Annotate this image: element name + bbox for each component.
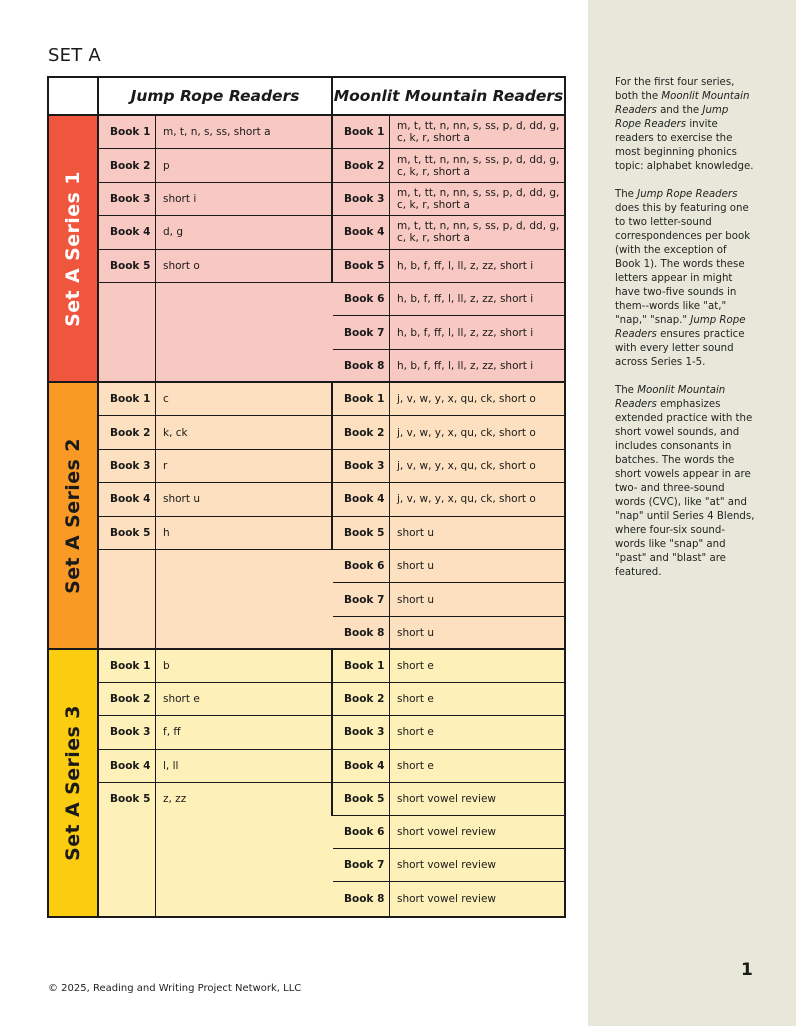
letter-sounds-cell: c [163, 393, 169, 406]
body-text: The [615, 385, 638, 396]
jump-rope-column [99, 383, 333, 550]
table-row [99, 250, 331, 283]
italic-title-text: Jump Rope Readers [615, 105, 729, 130]
book-number-cell: Book 4 [333, 483, 390, 515]
book-number-cell: Book 1 [333, 116, 390, 148]
jump-rope-column [99, 116, 333, 283]
table-row [99, 650, 331, 683]
book-number-cell: Book 4 [99, 483, 156, 515]
table-row [333, 149, 564, 182]
book-number-cell: Book 1 [99, 650, 156, 682]
table-row [333, 783, 564, 816]
table-row [333, 882, 564, 915]
book-number-cell: Book 5 [99, 517, 156, 549]
table-row [333, 483, 564, 516]
table-row [99, 750, 331, 783]
table-row [99, 783, 331, 816]
letter-sounds-cell: h, b, f, ff, l, ll, z, zz, short i [397, 293, 534, 306]
table-row [333, 116, 564, 149]
table-row [333, 550, 564, 583]
book-number-cell: Book 2 [333, 416, 390, 448]
letter-sounds-cell: short e [397, 693, 434, 706]
letter-sounds-cell: short u [397, 526, 434, 539]
sidebar-paragraph-3 [615, 384, 755, 580]
letter-sounds-cell: l, ll [163, 759, 179, 772]
header-jump-rope-readers: Jump Rope Readers [99, 78, 333, 114]
letter-sounds-cell: short vowel review [397, 826, 496, 839]
table-row [99, 383, 331, 416]
series-block [49, 383, 564, 650]
book-number-cell: Book 4 [333, 216, 390, 248]
letter-sounds-cell: short vowel review [397, 859, 496, 872]
book-number-cell: Book 4 [99, 216, 156, 248]
letter-sounds-cell: b [163, 660, 170, 673]
table-row [333, 283, 564, 316]
book-number-cell: Book 3 [99, 716, 156, 748]
book-number-cell: Book 5 [333, 517, 390, 549]
table-row [99, 116, 331, 149]
letter-sounds-cell: short i [163, 192, 197, 205]
book-number-cell: Book 1 [333, 383, 390, 415]
letter-sounds-cell: p [163, 159, 170, 172]
table-row [99, 183, 331, 216]
table-row [333, 750, 564, 783]
table-row [333, 650, 564, 683]
empty-filler-cell [99, 816, 333, 916]
book-number-cell: Book 1 [99, 383, 156, 415]
table-row [99, 517, 331, 550]
table-row [333, 316, 564, 349]
letter-sounds-cell: short e [397, 726, 434, 739]
series-label-text: Set A Series 2 [62, 437, 85, 594]
italic-title-text: Jump Rope Readers [637, 189, 738, 200]
book-number-cell: Book 8 [333, 617, 390, 649]
table-row [333, 216, 564, 249]
series-block [49, 650, 564, 916]
series-label-text: Set A Series 1 [62, 170, 85, 327]
letter-sounds-cell: short vowel review [397, 792, 496, 805]
series-label [49, 383, 99, 648]
table-row [333, 517, 564, 550]
sidebar-paragraph-2 [615, 188, 755, 370]
letter-sounds-cell: short e [397, 660, 434, 673]
letter-sounds-cell: m, t, tt, n, nn, s, ss, p, d, dd, g, c, k, r, short a [397, 153, 560, 178]
letter-sounds-cell: j, v, w, y, x, qu, ck, short o [397, 493, 536, 506]
book-number-cell: Book 3 [333, 183, 390, 215]
letter-sounds-cell: short u [163, 493, 200, 506]
table-row [99, 216, 331, 249]
book-number-cell: Book 2 [333, 683, 390, 715]
table-row [333, 583, 564, 616]
book-number-cell: Book 5 [333, 783, 390, 815]
book-number-cell: Book 4 [99, 750, 156, 782]
table-row [333, 183, 564, 216]
book-number-cell: Book 8 [333, 350, 390, 382]
table-row [333, 350, 564, 383]
table-row [333, 383, 564, 416]
sidebar-description [615, 76, 755, 594]
book-number-cell: Book 3 [333, 450, 390, 482]
book-number-cell: Book 2 [99, 416, 156, 448]
letter-sounds-cell: short o [163, 259, 200, 272]
sidebar-paragraph-1 [615, 76, 755, 174]
table-row [333, 716, 564, 749]
book-number-cell: Book 2 [99, 149, 156, 181]
letter-sounds-cell: m, t, tt, n, nn, s, ss, p, d, dd, g, c, k, r, short a [397, 186, 560, 211]
empty-filler-cell [99, 283, 333, 383]
series-label-text: Set A Series 3 [62, 705, 85, 861]
letter-sounds-cell: h [163, 526, 170, 539]
book-number-cell: Book 1 [99, 116, 156, 148]
table-row [333, 816, 564, 849]
letter-sounds-cell: m, t, tt, n, nn, s, ss, p, d, dd, g, c, k, r, short a [397, 120, 560, 145]
letter-sounds-cell: r [163, 459, 168, 472]
italic-title-text: Moonlit Mountain Readers [615, 91, 750, 116]
reading-series-table [47, 76, 566, 918]
header-blank-cell [49, 78, 99, 114]
body-text: The [615, 189, 638, 200]
table-row [333, 683, 564, 716]
body-text: ensures practice with every letter sound across Series 1-5. [615, 329, 745, 368]
book-number-cell: Book 6 [333, 550, 390, 582]
table-row [99, 416, 331, 449]
table-row [333, 617, 564, 650]
table-row [99, 716, 331, 749]
letter-sounds-cell: m, t, n, s, ss, short a [163, 126, 271, 139]
book-number-cell: Book 8 [333, 882, 390, 915]
filler-divider [155, 283, 156, 383]
letter-sounds-cell: h, b, f, ff, l, ll, z, zz, short i [397, 359, 534, 372]
book-number-cell: Book 1 [333, 650, 390, 682]
letter-sounds-cell: short u [397, 560, 434, 573]
series-block [49, 116, 564, 383]
letter-sounds-cell: j, v, w, y, x, qu, ck, short o [397, 426, 536, 439]
book-number-cell: Book 3 [99, 183, 156, 215]
body-text: invite readers to exercise the most beginning phonics topic: alphabet knowledge. [615, 119, 754, 172]
letter-sounds-cell: short e [397, 759, 434, 772]
book-number-cell: Book 4 [333, 750, 390, 782]
table-row [99, 483, 331, 516]
table-row [99, 683, 331, 716]
letter-sounds-cell: short e [163, 693, 200, 706]
table-row [333, 450, 564, 483]
book-number-cell: Book 6 [333, 816, 390, 848]
filler-divider [155, 550, 156, 650]
letter-sounds-cell: j, v, w, y, x, qu, ck, short o [397, 393, 536, 406]
letter-sounds-cell: m, t, tt, n, nn, s, ss, p, d, dd, g, c, k, r, short a [397, 220, 560, 245]
book-number-cell: Book 6 [333, 283, 390, 315]
book-number-cell: Book 7 [333, 583, 390, 615]
book-number-cell: Book 5 [333, 250, 390, 282]
book-number-cell: Book 2 [333, 149, 390, 181]
moonlit-mountain-column [333, 650, 564, 916]
letter-sounds-cell: short vowel review [397, 892, 496, 905]
body-text: emphasizes extended practice with the short vowel sounds, and includes consonants in batches. The words the short vowels appear in are two- and three-sound words (CVC), like "at" and "nap" until Series 4 Blends, where four-six sound-words like "snap" and "past" and "blast" are featured. [615, 399, 755, 578]
body-text: and the [656, 105, 703, 116]
letter-sounds-cell: h, b, f, ff, l, ll, z, zz, short i [397, 326, 534, 339]
book-number-cell: Book 3 [333, 716, 390, 748]
page-title: SET A [48, 45, 101, 66]
letter-sounds-cell: short u [397, 593, 434, 606]
letter-sounds-cell: d, g [163, 226, 184, 239]
book-number-cell: Book 7 [333, 849, 390, 881]
table-row [333, 849, 564, 882]
letter-sounds-cell: k, ck [163, 426, 188, 439]
letter-sounds-cell: short u [397, 626, 434, 639]
copyright-footer: © 2025, Reading and Writing Project Network, LLC [48, 983, 302, 994]
italic-title-text: Jump Rope Readers [615, 315, 746, 340]
body-text: For the first four series, both the [615, 77, 735, 102]
empty-filler-cell [99, 550, 333, 650]
table-row [333, 416, 564, 449]
book-number-cell: Book 3 [99, 450, 156, 482]
moonlit-mountain-column [333, 116, 564, 383]
book-number-cell: Book 2 [99, 683, 156, 715]
italic-title-text: Moonlit Mountain Readers [615, 385, 726, 410]
moonlit-mountain-column [333, 383, 564, 650]
book-number-cell: Book 5 [99, 783, 156, 816]
letter-sounds-cell: j, v, w, y, x, qu, ck, short o [397, 459, 536, 472]
book-number-cell: Book 5 [99, 250, 156, 282]
jump-rope-column [99, 650, 333, 816]
series-label [49, 116, 99, 381]
table-row [99, 149, 331, 182]
table-header-row [49, 78, 564, 116]
table-row [99, 450, 331, 483]
letter-sounds-cell: f, ff [163, 726, 181, 739]
body-text: does this by featuring one to two letter-sound correspondences per book (with the exception of Book 1). The words these letters appear in might have two-five sounds in them--words like "at," "nap," "snap." [615, 203, 751, 326]
letter-sounds-cell: h, b, f, ff, l, ll, z, zz, short i [397, 259, 534, 272]
letter-sounds-cell: z, zz [163, 793, 187, 806]
table-row [333, 250, 564, 283]
header-moonlit-mountain-readers: Moonlit Mountain Readers [333, 87, 564, 105]
book-number-cell: Book 7 [333, 316, 390, 348]
filler-divider [155, 816, 156, 916]
page-number: 1 [741, 960, 753, 980]
series-label [49, 650, 99, 916]
